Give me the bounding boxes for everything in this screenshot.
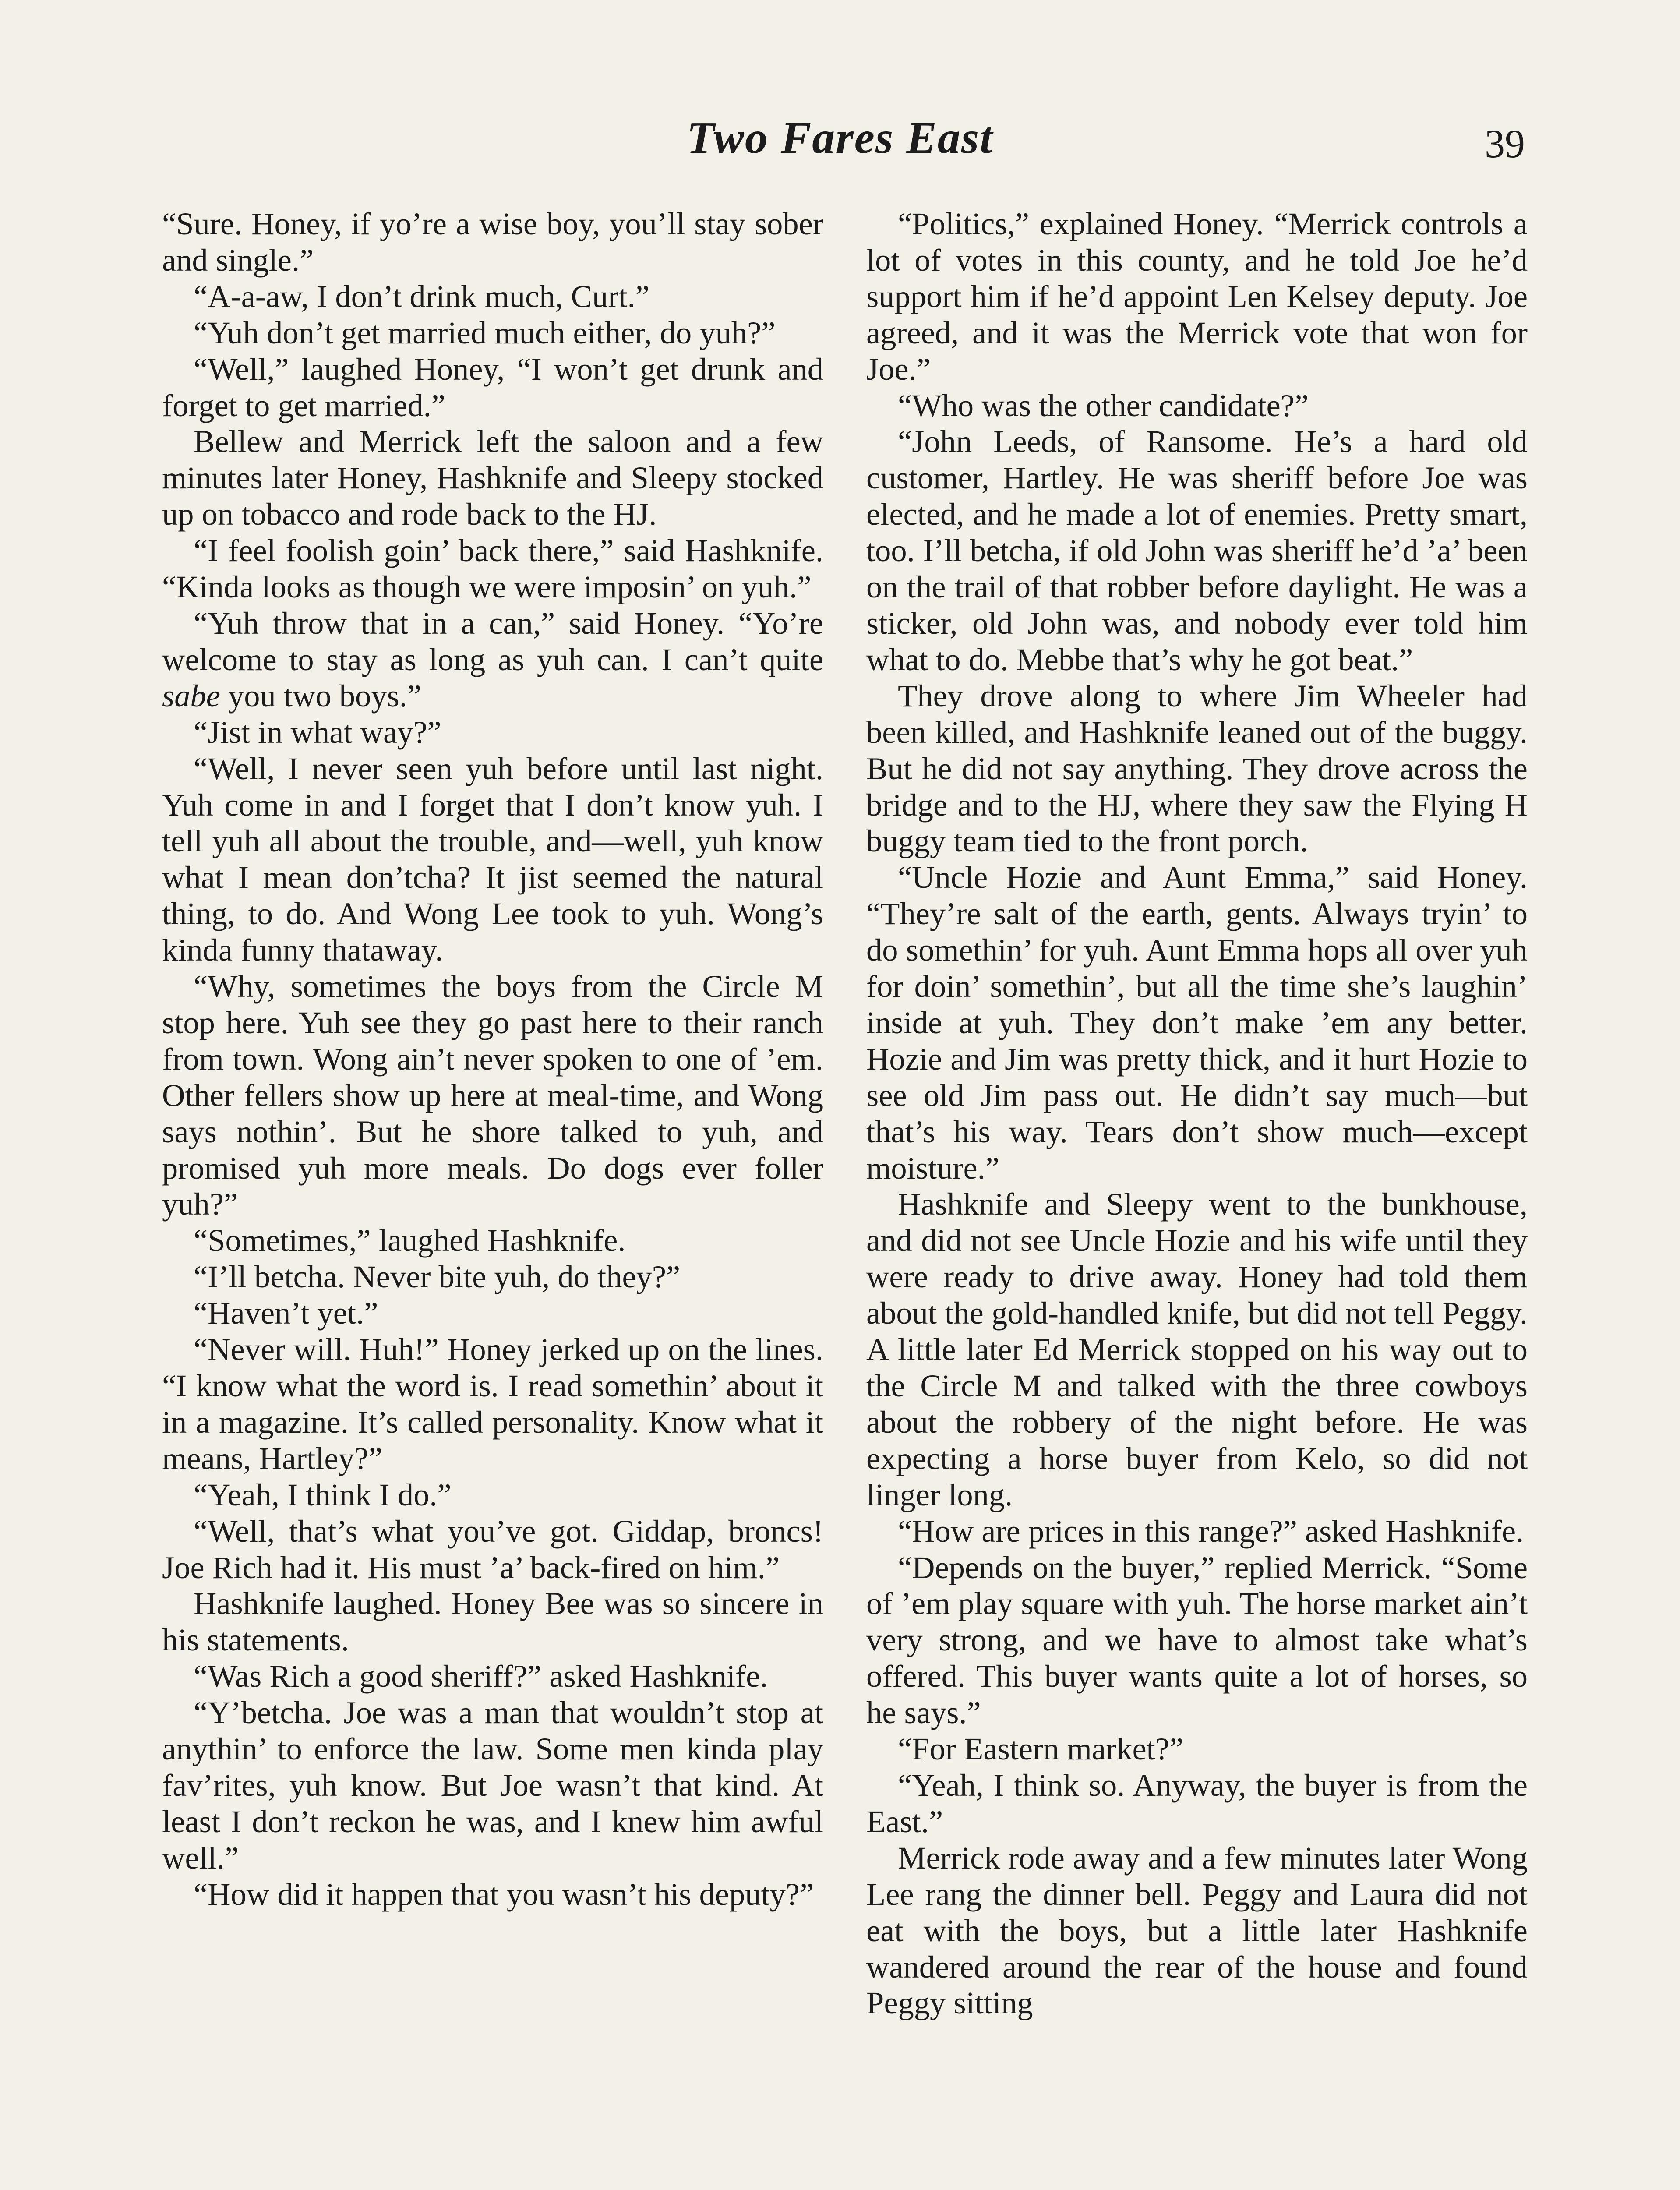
paragraph: “Yuh don’t get married much either, do yuh?” xyxy=(194,314,776,350)
paragraph: “Y’betcha. Joe was a man that wouldn’t stop at anythin’ to enforce the law. Some men kinda play fav’rites, yuh know. But Joe wasn’t that kind. At least I don’t reckon he was, and I knew him awful well.” xyxy=(162,1695,823,1876)
paragraph: “Politics,” explained Honey. “Merrick controls a lot of votes in this county, and he told Joe he’d support him if he’d appoint Len Kelsey deputy. Joe agreed, and it was the Merrick vote that won for Joe.” xyxy=(866,206,1528,387)
paragraph: Bellew and Merrick left the saloon and a few minutes later Honey, Hashknife and Sleepy stocked up on tobacco and rode back to the HJ. xyxy=(162,424,823,532)
paragraph: Hashknife and Sleepy went to the bunkhouse, and did not see Uncle Hozie and his wife until they were ready to drive away. Honey had told them about the gold-handled knife, but did not tell Peggy. A little later Ed Merrick stopped on his way out to the Circle M and talked with the three cowboys about the robbery of the night before. He was expecting a horse buyer from Kelo, so did not linger long. xyxy=(866,1186,1528,1512)
paragraph: “For Eastern market?” xyxy=(898,1731,1184,1767)
paragraph: “Yeah, I think so. Anyway, the buyer is from the East.” xyxy=(866,1767,1528,1839)
paragraph: Hashknife laughed. Honey Bee was so sincere in his statements. xyxy=(162,1586,823,1658)
paragraph: “John Leeds, of Ransome. He’s a hard old customer, Hartley. He was sheriff before Joe was elected, and he made a lot of enemies. Pretty smart, too. I’ll betcha, if old John was sheriff he’d ’a’ been on the trail of that robber before daylight. He was a sticker, old John was, and nobody ever told him what to do. Mebbe that’s why he got beat.” xyxy=(866,424,1528,677)
left-text-column xyxy=(162,206,823,1913)
paragraph-text: “Yuh throw that in a can,” said Honey. “Yo’re welcome to stay as long as yuh can. I can’t quite xyxy=(162,605,823,677)
paragraph: “Who was the other candidate?” xyxy=(898,387,1309,423)
paragraph: Merrick rode away and a few minutes later Wong Lee rang the dinner bell. Peggy and Laura did not eat with the boys, but a little later Hashknife wandered around the rear of the house and found Peggy sitting xyxy=(866,1840,1528,2021)
paragraph: “Uncle Hozie and Aunt Emma,” said Honey. “They’re salt of the earth, gents. Always tryin’ to do somethin’ for yuh. Aunt Emma hops all over yuh for doin’ somethin’, but all the time she’s laughin’ inside at yuh. They don’t make ’em any better. Hozie and Jim was pretty thick, and it hurt Hozie to see old Jim pass out. He didn’t say much—but that’s his way. Tears don’t show much—except moisture.” xyxy=(866,859,1528,1186)
paragraph: “Well, I never seen yuh before until last night. Yuh come in and I forget that I don’t know yuh. I tell yuh all about the trouble, and—well, yuh know what I mean don’tcha? It jist seemed the natural thing, to do. And Wong Lee took to yuh. Wong’s kinda funny thataway. xyxy=(162,750,823,968)
paragraph: “Well,” laughed Honey, “I won’t get drunk and forget to get married.” xyxy=(162,351,823,423)
running-header-title: Two Fares East xyxy=(686,113,994,163)
paragraph: “Depends on the buyer,” replied Merrick. “Some of ’em play square with yuh. The horse market ain’t very strong, and we have to almost take what’s offered. This buyer wants quite a lot of horses, so he says.” xyxy=(866,1549,1528,1731)
paragraph-text: you two boys.” xyxy=(220,678,422,714)
paragraph: “Jist in what way?” xyxy=(194,714,441,750)
paragraph: “Well, that’s what you’ve got. Giddap, broncs! Joe Rich had it. His must ’a’ back-fired on him.” xyxy=(162,1513,823,1585)
paragraph: “Haven’t yet.” xyxy=(194,1295,378,1331)
paragraph: “A-a-aw, I don’t drink much, Curt.” xyxy=(194,278,649,314)
paragraph: “How did it happen that you wasn’t his deputy?” xyxy=(194,1876,814,1912)
paragraph: “Why, sometimes the boys from the Circle M stop here. Yuh see they go past here to their ranch from town. Wong ain’t never spoken to one of ’em. Other fellers show up here at meal-time, and Wong says nothin’. But he shore talked to yuh, and promised yuh more meals. Do dogs ever foller yuh?” xyxy=(162,968,823,1222)
paragraph: “Never will. Huh!” Honey jerked up on the lines. “I know what the word is. I read somethin’ about it in a magazine. It’s called personality. Know what it means, Hartley?” xyxy=(162,1332,823,1476)
paragraph: “Sometimes,” laughed Hashknife. xyxy=(194,1222,626,1258)
paragraph: “Sure. Honey, if yo’re a wise boy, you’ll stay sober and single.” xyxy=(162,206,823,278)
paragraph: “I’ll betcha. Never bite yuh, do they?” xyxy=(194,1259,681,1295)
page-number: 39 xyxy=(1485,121,1525,166)
right-text-column xyxy=(866,206,1528,2021)
paragraph: “Yeah, I think I do.” xyxy=(194,1476,452,1512)
paragraph: They drove along to where Jim Wheeler had been killed, and Hashknife leaned out of the buggy. But he did not say anything. They drove across the bridge and to the HJ, where they saw the Flying H buggy team tied to the front porch. xyxy=(866,678,1528,859)
paragraph: “I feel foolish goin’ back there,” said Hashknife. “Kinda looks as though we were imposin’ on yuh.” xyxy=(162,533,823,605)
paragraph: “Was Rich a good sheriff?” asked Hashknife. xyxy=(194,1658,768,1694)
italic-word: sabe xyxy=(162,678,220,714)
paragraph xyxy=(162,605,823,714)
paragraph: “How are prices in this range?” asked Hashknife. xyxy=(898,1513,1524,1549)
